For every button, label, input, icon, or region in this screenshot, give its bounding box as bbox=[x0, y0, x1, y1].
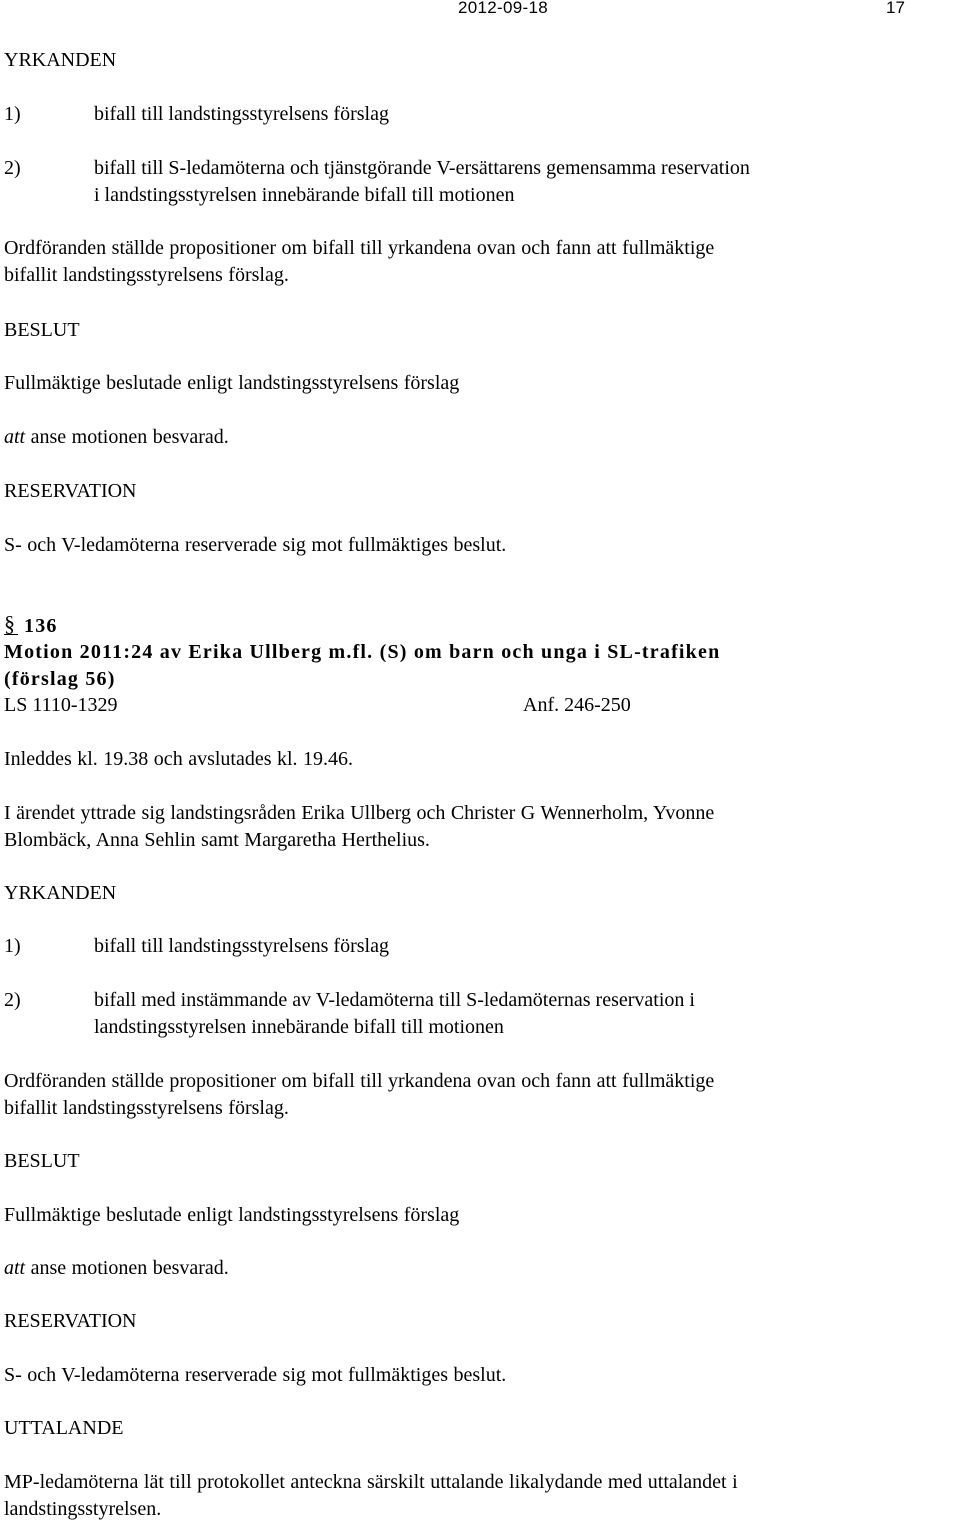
proposition-line-1: Ordföranden ställde propositioner om bifall till yrkandena ovan och fann att fullmäktige bbox=[4, 1070, 715, 1092]
anf-reference: Anf. 246-250 bbox=[523, 694, 631, 716]
item-text-line-1: bifall till S-ledamöterna och tjänstgörande V-ersättarens gemensamma reservation bbox=[94, 157, 750, 179]
att-rest: anse motionen besvarad. bbox=[25, 1257, 229, 1279]
beslut-att-line bbox=[4, 1255, 956, 1282]
reservation-text: S- och V-ledamöterna reserverade sig mot fullmäktiges beslut. bbox=[4, 534, 507, 556]
yrkanden-heading: YRKANDEN bbox=[4, 49, 117, 71]
proposition-line-2: bifallit landstingsstyrelsens förslag. bbox=[4, 1097, 289, 1119]
reservation-heading: RESERVATION bbox=[4, 480, 137, 502]
header-date: 2012-09-18 bbox=[458, 0, 548, 17]
paragraph-sign-icon bbox=[4, 614, 16, 634]
item-number: 2) bbox=[4, 157, 21, 179]
speakers-line-2: Blombäck, Anna Sehlin samt Margaretha Herthelius. bbox=[4, 829, 430, 851]
uttalande-line-1: MP-ledamöterna lät till protokollet anteckna särskilt uttalande likalydande med uttalandet i bbox=[4, 1471, 738, 1493]
att-word: att bbox=[4, 1257, 26, 1279]
reservation-text: S- och V-ledamöterna reserverade sig mot fullmäktiges beslut. bbox=[4, 1364, 507, 1386]
proposition-line-1: Ordföranden ställde propositioner om bifall till yrkandena ovan och fann att fullmäktige bbox=[4, 237, 715, 259]
speakers-line-1: I ärendet yttrade sig landstingsråden Erika Ullberg och Christer G Wennerholm, Yvonne bbox=[4, 802, 715, 824]
section-title-line-2: (förslag 56) bbox=[4, 668, 116, 690]
att-rest: anse motionen besvarad. bbox=[25, 426, 229, 448]
beslut-heading: BESLUT bbox=[4, 319, 80, 341]
beslut-att-line bbox=[4, 424, 956, 451]
uttalande-heading: UTTALANDE bbox=[4, 1417, 124, 1439]
uttalande-line-2: landstingsstyrelsen. bbox=[4, 1498, 162, 1520]
proposition-line-2: bifallit landstingsstyrelsens förslag. bbox=[4, 264, 289, 286]
item-text-line-2: landstingsstyrelsen innebärande bifall till motionen bbox=[94, 1016, 504, 1038]
item-number: 1) bbox=[4, 935, 21, 957]
reservation-heading: RESERVATION bbox=[4, 1310, 137, 1332]
timing-text: Inleddes kl. 19.38 och avslutades kl. 19.46. bbox=[4, 748, 354, 770]
section-title-line-1: Motion 2011:24 av Erika Ullberg m.fl. (S) om barn och unga i SL-trafiken bbox=[4, 641, 721, 663]
page-number: 17 bbox=[886, 0, 905, 17]
item-number: 2) bbox=[4, 989, 21, 1011]
item-text-line-2: i landstingsstyrelsen innebärande bifall till motionen bbox=[94, 184, 515, 206]
ls-reference: LS 1110-1329 bbox=[4, 694, 118, 716]
beslut-heading: BESLUT bbox=[4, 1150, 80, 1172]
item-text: bifall till landstingsstyrelsens förslag bbox=[94, 935, 389, 957]
beslut-text: Fullmäktige beslutade enligt landstingsstyrelsens förslag bbox=[4, 372, 460, 394]
section-number-value: 136 bbox=[24, 615, 58, 637]
beslut-text: Fullmäktige beslutade enligt landstingsstyrelsens förslag bbox=[4, 1204, 460, 1226]
page-header bbox=[0, 0, 960, 20]
att-word: att bbox=[4, 426, 26, 448]
item-text: bifall till landstingsstyrelsens förslag bbox=[94, 103, 389, 125]
yrkanden-heading: YRKANDEN bbox=[4, 882, 117, 904]
item-text-line-1: bifall med instämmande av V-ledamöterna till S-ledamöternas reservation i bbox=[94, 989, 695, 1011]
item-number: 1) bbox=[4, 103, 21, 125]
section-number bbox=[4, 612, 58, 640]
